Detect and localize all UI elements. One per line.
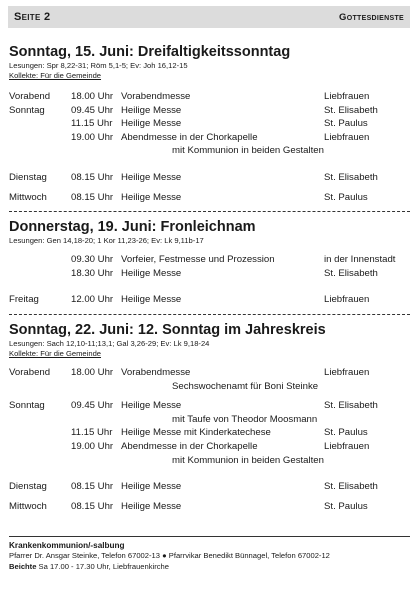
confession-label: Beichte [9, 561, 37, 571]
service-place: Liebfrauen [324, 366, 370, 378]
service-row [9, 426, 410, 440]
service-description-main: Vorabendmesse [121, 366, 191, 378]
section-readings: Lesungen: Spr 8,22-31; Röm 5,1-5; Ev: Joh 16,12-15 [9, 61, 188, 70]
service-time: 18.00 Uhr [71, 366, 114, 378]
service-time: 11.15 Uhr [71, 427, 113, 439]
service-description: Heilige Messe [121, 294, 182, 306]
service-place: St. Paulus [324, 118, 368, 130]
service-row [9, 90, 410, 104]
service-time: 19.00 Uhr [71, 131, 114, 143]
section-label: Gottesdienste [339, 11, 404, 23]
section-twelfth-sunday [9, 321, 410, 513]
confession-time: Sa 17.00 - 17.30 Uhr, Liebfrauenkirche [36, 561, 169, 571]
section-kollekte: Kollekte: Für die Gemeinde [9, 348, 102, 358]
service-row [9, 131, 410, 158]
service-time: 08.15 Uhr [71, 191, 114, 203]
service-row [9, 366, 410, 393]
service-place: St. Elisabeth [324, 267, 378, 279]
section-trinity-sunday [9, 43, 410, 204]
section-title: Sonntag, 22. Juni: 12. Sonntag im Jahreskreis [9, 321, 326, 338]
service-row [9, 104, 410, 118]
footer-confession [9, 562, 410, 573]
service-time: 18.30 Uhr [71, 267, 114, 279]
service-day [9, 117, 71, 131]
service-place: Liebfrauen [324, 440, 370, 452]
service-time: 08.15 Uhr [71, 171, 114, 183]
service-description: Heilige Messe [121, 191, 182, 203]
page-header [8, 6, 410, 28]
page-number-label: Seite 2 [14, 11, 51, 23]
service-description [121, 440, 324, 467]
service-time: 19.00 Uhr [71, 440, 114, 452]
service-description: Vorfeier, Festmesse und Prozession [121, 254, 275, 266]
service-time: 11.15 Uhr [71, 118, 113, 130]
service-description: Heilige Messe mit Kinderkatechese [121, 427, 271, 439]
service-day: Sonntag [9, 400, 45, 412]
service-day: Sonntag [9, 104, 45, 116]
service-time: 18.00 Uhr [71, 91, 114, 102]
service-description-main: Heilige Messe [121, 400, 182, 412]
service-row [9, 171, 410, 185]
service-day: Vorabend [9, 91, 51, 102]
service-description-note: mit Taufe von Theodor Moosmann [172, 413, 318, 425]
service-row [9, 500, 410, 514]
footer-title: Krankenkommunion/-salbung [9, 541, 125, 550]
service-description: Heilige Messe [121, 104, 182, 116]
service-day [9, 267, 71, 281]
service-description-main: Abendmesse in der Chorkapelle [121, 131, 258, 143]
service-row [9, 480, 410, 494]
service-day [9, 440, 71, 467]
service-time: 09.45 Uhr [71, 104, 114, 116]
section-corpus-christi [9, 218, 410, 307]
service-description-main: Abendmesse in der Chorkapelle [121, 440, 258, 452]
service-day: Vorabend [9, 366, 51, 378]
section-title: Sonntag, 15. Juni: Dreifaltigkeitssonntag [9, 44, 291, 60]
service-description [121, 366, 324, 393]
schedule-content [9, 43, 410, 513]
section-title: Donnerstag, 19. Juni: Fronleichnam [9, 219, 256, 236]
service-place: Liebfrauen [324, 91, 370, 102]
service-place: St. Paulus [324, 191, 368, 203]
service-description: Vorabendmesse [121, 91, 191, 102]
service-place: St. Elisabeth [324, 481, 378, 493]
service-day: Mittwoch [9, 500, 47, 512]
service-place: St. Paulus [324, 500, 368, 512]
service-place: St. Elisabeth [324, 171, 378, 183]
service-description: Heilige Messe [121, 118, 182, 130]
service-day [9, 426, 71, 440]
service-row [9, 267, 410, 281]
service-description: Heilige Messe [121, 171, 182, 183]
service-description [121, 131, 324, 158]
page-footer [9, 536, 410, 572]
section-kollekte: Kollekte: Für die Gemeinde [9, 71, 102, 80]
service-time: 08.15 Uhr [71, 500, 114, 512]
service-description [121, 399, 324, 426]
section-divider [9, 314, 410, 315]
service-day: Mittwoch [9, 191, 47, 203]
service-description-note: mit Kommunion in beiden Gestalten [172, 145, 324, 157]
footer-contacts: Pfarrer Dr. Ansgar Steinke, Telefon 67002-13 ● Pfarrvikar Benedikt Bünnagel, Telefon 67002-12 [9, 551, 330, 560]
service-row [9, 191, 410, 205]
section-readings: Lesungen: Sach 12,10-11;13,1; Gal 3,26-29; Ev: Lk 9,18-24 [9, 338, 210, 348]
section-divider [9, 211, 410, 212]
service-row [9, 440, 410, 467]
service-time: 12.00 Uhr [71, 294, 114, 306]
service-day: Dienstag [9, 481, 47, 493]
service-day: Freitag [9, 294, 39, 306]
service-description-note: Sechswochenamt für Boni Steinke [172, 380, 319, 392]
service-description: Heilige Messe [121, 267, 182, 279]
service-time: 08.15 Uhr [71, 481, 114, 493]
section-readings: Lesungen: Gen 14,18-20; 1 Kor 11,23-26; Ev: Lk 9,11b-17 [9, 236, 204, 246]
service-description: Heilige Messe [121, 481, 182, 493]
service-row [9, 253, 410, 267]
service-place: Liebfrauen [324, 294, 370, 306]
service-place: St. Elisabeth [324, 400, 378, 412]
service-day [9, 131, 71, 158]
service-row [9, 117, 410, 131]
service-place: Liebfrauen [324, 131, 370, 143]
service-place: St. Elisabeth [324, 104, 378, 116]
service-day [9, 253, 71, 267]
service-place: in der Innenstadt [324, 254, 396, 266]
service-row [9, 399, 410, 426]
service-day: Dienstag [9, 171, 47, 183]
service-time: 09.30 Uhr [71, 254, 114, 266]
service-row [9, 293, 410, 307]
service-description-note: mit Kommunion in beiden Gestalten [172, 454, 324, 466]
service-description: Heilige Messe [121, 500, 182, 512]
service-place: St. Paulus [324, 427, 368, 439]
service-time: 09.45 Uhr [71, 400, 114, 412]
footer-divider [9, 536, 410, 537]
